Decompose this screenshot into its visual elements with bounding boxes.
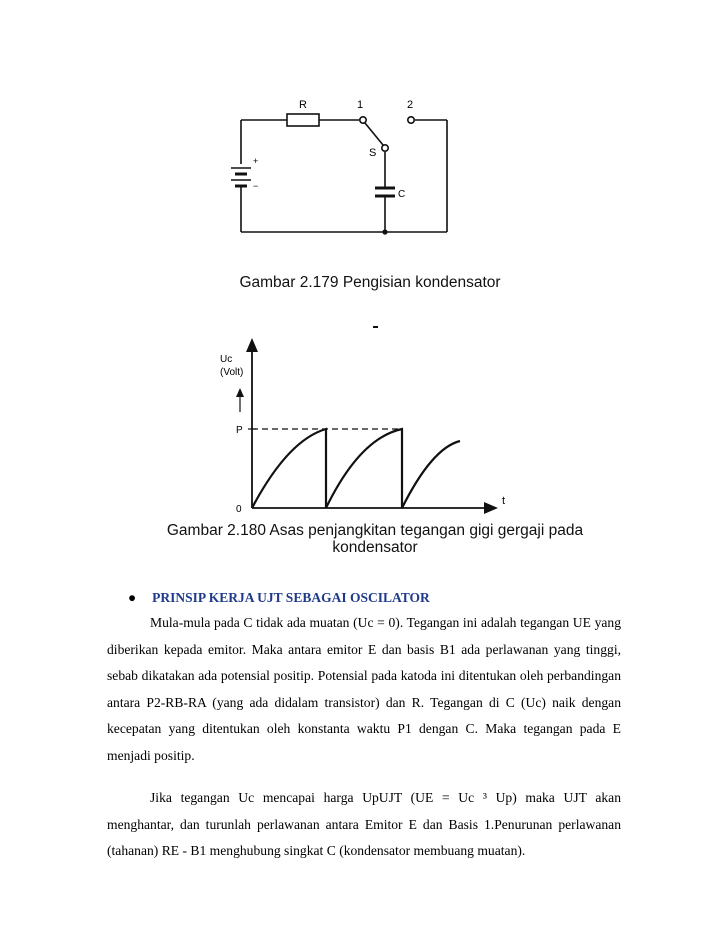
switch-label: S	[369, 147, 377, 159]
battery-minus: −	[253, 181, 259, 191]
y-axis-arrow	[246, 338, 258, 352]
battery-plus: +	[253, 156, 259, 166]
y-label-line2: (Volt)	[220, 367, 244, 378]
switch-pos2-label: 2	[407, 99, 414, 111]
resistor-label: R	[299, 99, 307, 111]
paragraph-2-text: Jika tegangan Uc mencapai harga UpUJT (UE = Uc ³ Up) maka UJT akan menghantar, dan turunlah perlawanan antara Emitor E dan Basis 1.Penurunan perlawanan (tahanan) RE - B1 menghubung singkat C (kondensator membuang muatan).	[107, 790, 621, 858]
paragraph-1-text: Mula-mula pada C tidak ada muatan (Uc = 0). Tegangan ini adalah tegangan UE yang diberikan kepada emitor. Maka antara emitor E dan basis B1 ada perlawanan yang tinggi, sebab dikatakan ada potensial positip. Potensial pada katoda ini ditentukan oleh perbandingan antara P2-RB-RA (yang ada didalam transistor) dan R. Tegangan di C (Uc) naik dengan kecepatan yang ditentukan oleh konstanta waktu P1 dengan C. Maka tegangan pada E menjadi positip.	[107, 615, 621, 763]
paragraph-1	[107, 610, 621, 769]
figure2-caption-line2: kondensator	[332, 539, 418, 556]
paragraph-2	[107, 785, 621, 865]
sawtooth-graph	[210, 336, 510, 518]
bullet-icon: ●	[128, 590, 137, 605]
figure2-caption-line1: Gambar 2.180 Asas penjangkitan tegangan gigi gergaji pada	[166, 522, 584, 539]
capacitor-label: C	[398, 189, 406, 200]
stray-mark	[373, 326, 378, 328]
tick-zero-label: 0	[236, 504, 242, 515]
label-up-arrow	[236, 388, 244, 397]
x-label: t	[502, 495, 506, 507]
circuit-diagram	[225, 92, 485, 252]
tick-p-label: P	[236, 425, 243, 436]
x-axis-arrow	[484, 502, 498, 514]
y-label-line1: Uc	[220, 354, 233, 365]
resistor-symbol	[287, 114, 319, 126]
section-heading: PRINSIP KERJA UJT SEBAGAI OSCILATOR	[152, 590, 430, 605]
switch-pos1-label: 1	[357, 99, 364, 111]
figure1-caption: Gambar 2.179 Pengisian kondensator	[239, 274, 501, 291]
section-heading-row	[128, 590, 430, 606]
